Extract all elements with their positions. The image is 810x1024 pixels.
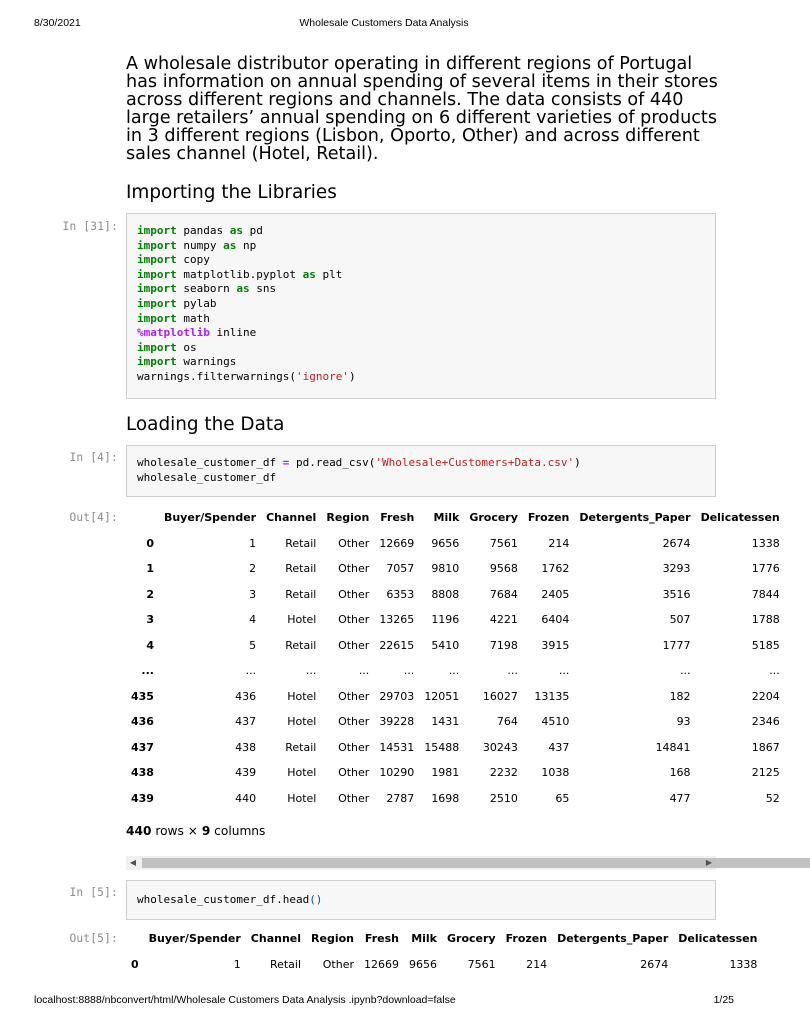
table-cell: 1038 [541, 766, 570, 780]
table-row [126, 760, 785, 786]
code-line [137, 326, 705, 341]
table-row [126, 582, 785, 608]
code-token: plt [315, 267, 343, 281]
code-token: os [176, 340, 197, 354]
dataframe-table [126, 505, 785, 811]
table-cell: 2125 [751, 766, 780, 780]
table-cell: Other [338, 638, 370, 652]
code-line [137, 282, 705, 297]
table-cell: Retail [285, 638, 317, 652]
table-header-row [126, 505, 785, 531]
row-index: 0 [146, 536, 154, 550]
table-cell: Other [338, 740, 370, 754]
code-line [137, 893, 705, 908]
column-header: Channel [266, 511, 317, 525]
table-cell: 4 [249, 613, 257, 627]
code-token: math [176, 311, 210, 325]
table-cell: 5410 [431, 638, 460, 652]
table-cell: Hotel [287, 613, 317, 627]
code-line [137, 355, 705, 370]
table-cell: ... [358, 664, 370, 678]
code-line [137, 268, 705, 283]
table-cell: 2510 [489, 791, 518, 805]
code-keyword: as [223, 238, 237, 252]
table-cell: 1867 [751, 740, 780, 754]
page-number: 1/25 [713, 994, 734, 1006]
columns-text: columns [210, 824, 266, 838]
code-token: wholesale_customer_df [137, 456, 283, 469]
row-index: 437 [131, 740, 154, 754]
table-cell: Other [338, 791, 370, 805]
code-line [137, 312, 705, 327]
table-row [126, 684, 785, 710]
table-row [126, 633, 785, 659]
dataframe-output [126, 505, 780, 818]
row-index: ... [141, 664, 154, 678]
table-cell: 1788 [751, 613, 780, 627]
row-index: 438 [131, 766, 154, 780]
table-cell: 4221 [489, 613, 518, 627]
table-cell: 168 [669, 766, 691, 780]
column-header: Channel [250, 932, 302, 946]
table-cell: 1431 [431, 715, 460, 729]
table-row [126, 658, 785, 684]
code-token: ) [348, 369, 356, 383]
code-line [137, 456, 705, 471]
heading-loading-data: Loading the Data [126, 414, 285, 435]
table-cell: Retail [285, 562, 317, 576]
table-cell: 477 [669, 791, 691, 805]
code-keyword: import [137, 267, 177, 281]
table-cell: 2405 [541, 587, 570, 601]
table-cell: 14531 [379, 740, 415, 754]
table-cell: 12669 [364, 957, 399, 971]
code-token: np [236, 238, 257, 252]
table-cell: 3516 [662, 587, 691, 601]
table-cell: 9810 [431, 562, 460, 576]
table-cell: 2204 [751, 689, 780, 703]
table-cell: 4510 [541, 715, 570, 729]
table-cell: ... [305, 664, 317, 678]
code-keyword: import [137, 253, 177, 267]
table-cell: 30243 [482, 740, 518, 754]
column-header: Delicatessen [678, 932, 758, 946]
code-token: warnings.filterwarnings( [137, 369, 296, 383]
print-header [0, 17, 768, 31]
code-cell-load-data[interactable] [126, 445, 716, 497]
table-cell: 7198 [489, 638, 518, 652]
code-cell-head[interactable] [126, 880, 716, 920]
index-header [126, 505, 159, 531]
code-line [137, 253, 705, 268]
code-token: = [282, 456, 290, 469]
table-cell: 1698 [431, 791, 460, 805]
table-cell: 182 [669, 689, 691, 703]
cell-prompt: In [31]: [62, 220, 118, 233]
code-keyword: import [137, 296, 177, 310]
head-table [126, 926, 762, 977]
code-token: copy [176, 253, 210, 267]
table-cell: 2787 [386, 791, 415, 805]
table-cell: 3915 [541, 638, 570, 652]
head-output [126, 926, 758, 978]
table-header-row [126, 926, 762, 952]
table-cell: Other [338, 587, 370, 601]
table-cell: 6353 [386, 587, 415, 601]
table-cell: Retail [285, 587, 317, 601]
table-cell: 3293 [662, 562, 691, 576]
table-cell: 2232 [489, 766, 518, 780]
code-token: inline [209, 326, 257, 340]
table-cell: 3 [249, 587, 257, 601]
column-header: Grocery [447, 932, 496, 946]
table-cell: 12051 [424, 689, 460, 703]
column-header: Frozen [505, 932, 548, 946]
code-token: ) [574, 456, 581, 469]
table-cell: ... [507, 664, 518, 678]
table-cell: 1196 [431, 613, 460, 627]
print-footer [0, 994, 768, 1008]
table-cell: 10290 [379, 766, 415, 780]
table-cell: ... [448, 664, 460, 678]
code-cell-imports[interactable] [126, 213, 716, 399]
code-keyword: as [229, 224, 243, 237]
table-cell: 29703 [379, 689, 415, 703]
table-cell: Retail [269, 957, 302, 971]
table-cell: 93 [676, 715, 691, 729]
code-block [137, 224, 705, 385]
column-header: Fresh [380, 511, 415, 525]
column-header: Buyer/Spender [148, 932, 241, 946]
row-index: 2 [146, 587, 154, 601]
column-header: Grocery [469, 511, 518, 525]
table-cell: 9656 [409, 957, 437, 971]
table-cell: ... [769, 664, 780, 678]
table-cell: Other [338, 613, 370, 627]
table-cell: 214 [548, 536, 570, 550]
print-url: localhost:8888/nbconvert/html/Wholesale Customers Data Analysis .ipynb?download=false [34, 994, 456, 1006]
code-keyword: as [236, 282, 250, 296]
table-cell: ... [680, 664, 691, 678]
table-cell: Other [338, 766, 370, 780]
code-line [137, 239, 705, 254]
code-token: pylab [176, 296, 217, 310]
table-cell: 438 [235, 740, 257, 754]
table-cell: Hotel [287, 766, 317, 780]
code-keyword: as [302, 267, 316, 281]
index-header [126, 926, 144, 952]
scroll-left-icon[interactable]: ◀ [129, 858, 137, 867]
code-line [137, 341, 705, 356]
table-row [126, 786, 785, 812]
table-cell: 440 [235, 791, 257, 805]
table-cell: 7561 [467, 957, 496, 971]
scroll-right-icon[interactable]: ▶ [705, 858, 713, 867]
column-header: Region [326, 511, 370, 525]
table-row [126, 735, 785, 761]
table-cell: Hotel [287, 715, 317, 729]
table-cell: 1338 [751, 536, 780, 550]
table-row [126, 607, 785, 633]
code-token: warnings [176, 355, 237, 369]
table-cell: 437 [548, 740, 570, 754]
column-header: Fresh [364, 932, 399, 946]
print-title: Wholesale Customers Data Analysis [299, 17, 469, 29]
table-cell: 6404 [541, 613, 570, 627]
table-row [126, 531, 785, 557]
table-cell: 12669 [379, 536, 415, 550]
code-magic: %matplotlib [137, 326, 210, 340]
column-header: Detergents_Paper [557, 932, 669, 946]
code-line [137, 370, 705, 385]
code-keyword: import [137, 238, 177, 252]
code-token: sns [249, 282, 277, 296]
table-cell: 39228 [379, 715, 415, 729]
table-cell: 1 [249, 536, 257, 550]
table-cell: 1981 [431, 766, 460, 780]
output-prompt: Out[5]: [69, 932, 118, 945]
row-index: 436 [131, 715, 154, 729]
table-cell: 2674 [640, 957, 669, 971]
table-cell: 2 [249, 562, 257, 576]
table-cell: 1 [233, 957, 241, 971]
code-token: pd [242, 224, 263, 237]
table-cell: 52 [765, 791, 780, 805]
row-index: 0 [131, 957, 139, 971]
row-index: 4 [146, 638, 154, 652]
code-token: wholesale_customer_df.head [137, 893, 310, 906]
table-row [126, 952, 762, 978]
table-cell: 2674 [662, 536, 691, 550]
table-cell: 439 [235, 766, 257, 780]
rows-text: rows × [151, 824, 202, 838]
code-keyword: import [137, 311, 177, 325]
table-cell: 1777 [662, 638, 691, 652]
horizontal-scrollbar[interactable] [126, 856, 716, 870]
dataframe-shape [126, 824, 265, 838]
table-cell: 16027 [482, 689, 518, 703]
column-header: Buyer/Spender [163, 511, 257, 525]
table-cell: 7561 [489, 536, 518, 550]
code-line: wholesale_customer_df [137, 470, 277, 484]
table-row [126, 556, 785, 582]
table-cell: 764 [496, 715, 518, 729]
table-cell: Other [338, 689, 370, 703]
column-header: Detergents_Paper [579, 511, 691, 525]
table-cell: 507 [669, 613, 691, 627]
table-cell: 13265 [379, 613, 415, 627]
cell-prompt: In [4]: [69, 451, 118, 464]
table-cell: Other [338, 562, 370, 576]
table-cell: 5 [249, 638, 257, 652]
code-token: () [309, 893, 323, 906]
table-cell: 1762 [541, 562, 570, 576]
heading-importing-libraries: Importing the Libraries [126, 182, 337, 203]
table-cell: 13135 [534, 689, 570, 703]
code-token: seaborn [176, 282, 237, 296]
table-cell: 7844 [751, 587, 780, 601]
column-header: Milk [411, 932, 437, 946]
table-cell: 9568 [489, 562, 518, 576]
column-header: Milk [433, 511, 460, 525]
row-count: 440 [126, 824, 152, 838]
table-cell: 437 [235, 715, 257, 729]
table-cell: 7057 [386, 562, 415, 576]
table-cell: 214 [526, 957, 548, 971]
code-line [137, 224, 705, 239]
table-cell: Retail [285, 740, 317, 754]
table-cell: 1338 [729, 957, 758, 971]
table-cell: 65 [555, 791, 570, 805]
table-cell: Retail [285, 536, 317, 550]
row-index: 439 [131, 791, 154, 805]
row-index: 435 [131, 689, 154, 703]
table-cell: ... [558, 664, 570, 678]
column-header: Region [311, 932, 354, 946]
table-cell: 7684 [489, 587, 518, 601]
column-count: 9 [201, 824, 211, 838]
row-index: 3 [146, 613, 154, 627]
table-cell: Hotel [287, 791, 317, 805]
code-token: numpy [176, 238, 224, 252]
table-cell: Other [338, 715, 370, 729]
code-keyword: import [137, 224, 177, 237]
table-cell: 15488 [424, 740, 460, 754]
table-cell: ... [245, 664, 257, 678]
table-cell: 14841 [655, 740, 691, 754]
output-prompt: Out[4]: [69, 511, 118, 524]
print-date: 8/30/2021 [34, 17, 81, 29]
table-cell: 22615 [379, 638, 415, 652]
table-cell: Other [322, 957, 354, 971]
code-keyword: import [137, 282, 177, 296]
table-cell: Other [338, 536, 370, 550]
code-line [137, 297, 705, 312]
code-keyword: import [137, 340, 177, 354]
table-cell: ... [403, 664, 415, 678]
code-string: 'ignore' [295, 369, 349, 383]
table-cell: 1776 [751, 562, 780, 576]
table-cell: 8808 [431, 587, 460, 601]
table-cell: 2346 [751, 715, 780, 729]
code-token: pd.read_csv( [289, 456, 376, 469]
table-cell: 9656 [431, 536, 460, 550]
code-token: matplotlib.pyplot [176, 267, 303, 281]
table-cell: 436 [235, 689, 257, 703]
table-row [126, 709, 785, 735]
code-token: pandas [176, 224, 230, 237]
intro-paragraph: A wholesale distributor operating in different regions of Portugal has information on annual spending of several items in their stores across different regions and channels. The data consists of 440 large retailers’ annual spending on 6 different varieties of products in 3 different regions (Lisbon, Oporto, Other) and across different sales channel (Hotel, Retail). [126, 54, 718, 165]
cell-prompt: In [5]: [69, 886, 118, 899]
table-cell: 5185 [751, 638, 780, 652]
row-index: 1 [146, 562, 154, 576]
code-keyword: import [137, 355, 177, 369]
column-header: Frozen [527, 511, 570, 525]
table-cell: Hotel [287, 689, 317, 703]
code-token: 'Wholesale+Customers+Data.csv' [375, 456, 575, 469]
column-header: Delicatessen [700, 511, 780, 525]
